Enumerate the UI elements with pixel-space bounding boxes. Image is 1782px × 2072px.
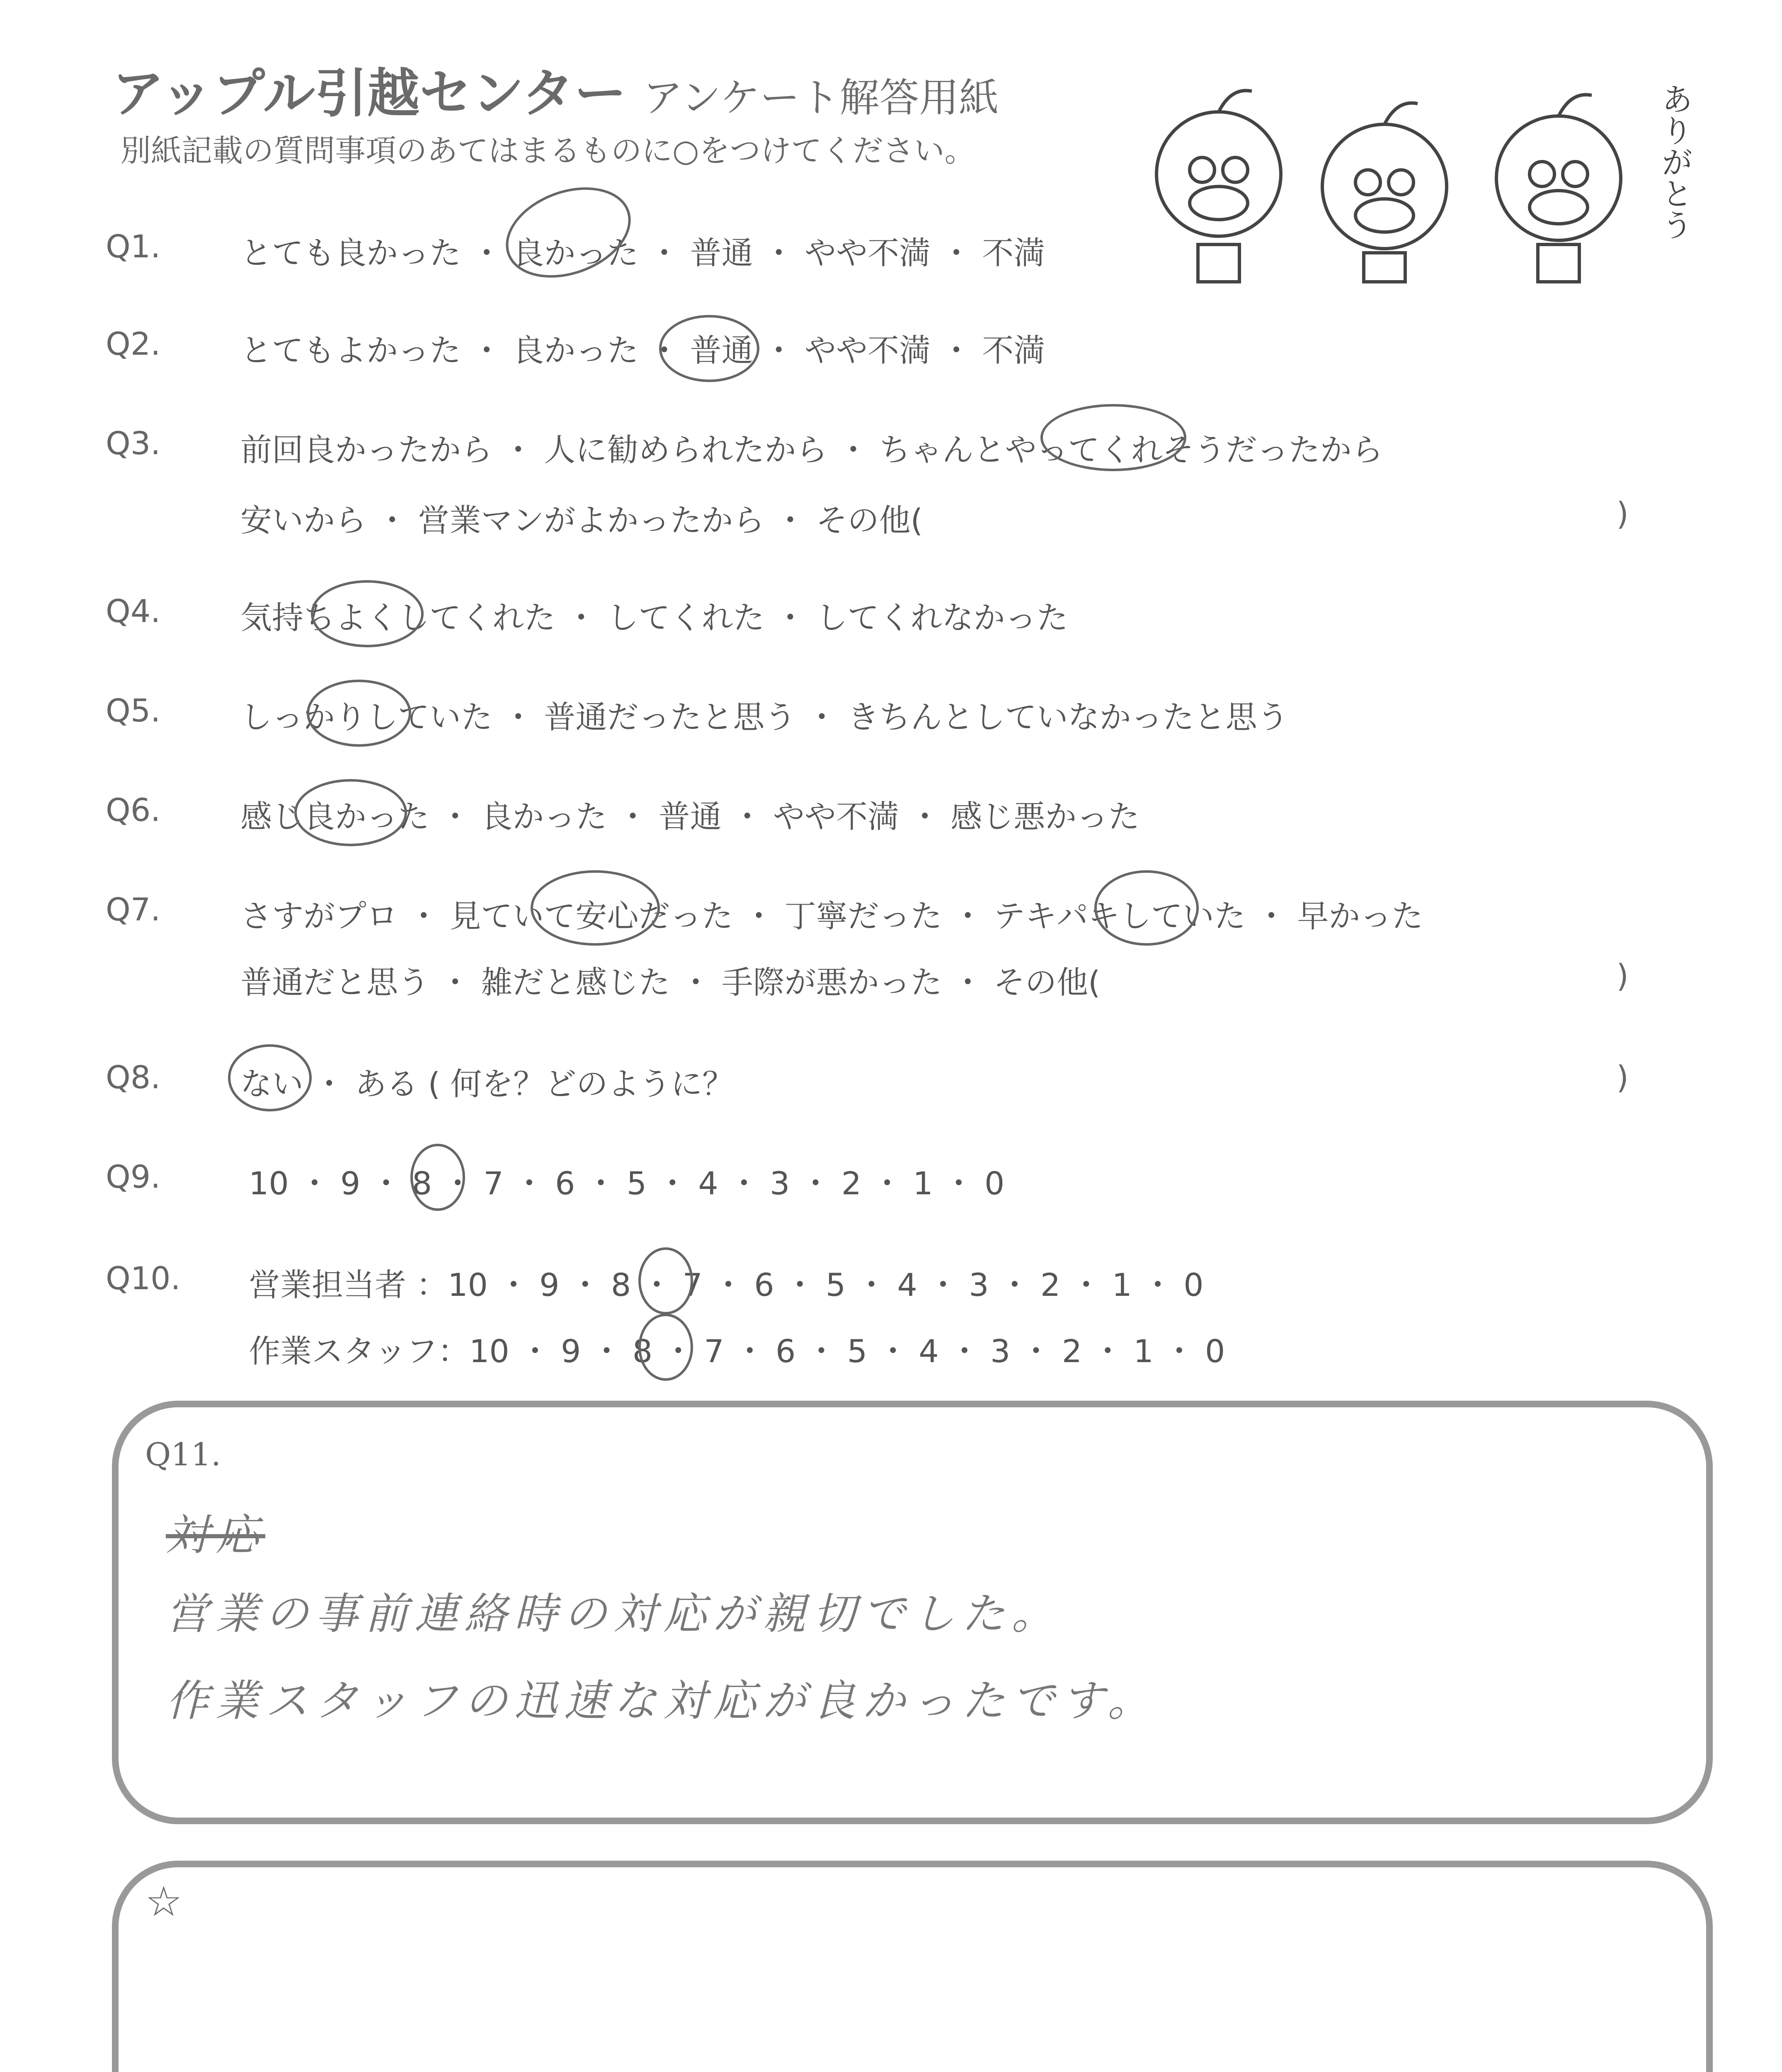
answer-circle-q4	[311, 580, 424, 647]
q11-comment-line-2: 作業スタッフの迅速な対応が良かったです。	[166, 1675, 1157, 1726]
instruction: 別紙記載の質問事項のあてはまるものに○をつけてください。	[120, 133, 975, 169]
q7-label: Q7.	[106, 891, 161, 928]
q3-options-2[interactable]: 安いから ・ 営業マンがよかったから ・ その他(	[240, 502, 923, 539]
star-comment-box	[112, 1861, 1713, 2072]
q7-close-paren: )	[1616, 957, 1629, 994]
q8-close-paren: )	[1616, 1059, 1629, 1096]
q4-options[interactable]: 気持ちよくしてくれた ・ してくれた ・ してくれなかった	[240, 599, 1068, 636]
q6-label: Q6.	[106, 792, 161, 828]
q7-options[interactable]: さすがプロ ・ 見ていて安心だった ・ 丁寧だった ・ テキパキしていた ・ 早かった	[240, 898, 1423, 934]
answer-circle-q3	[1040, 404, 1186, 471]
q9-scale[interactable]: 10 ・ 9 ・ 8 ・ 7 ・ 6 ・ 5 ・ 4 ・ 3 ・ 2 ・ 1 ・ 0	[249, 1165, 1005, 1202]
q11-label: Q11.	[145, 1436, 221, 1473]
q2-label: Q2.	[106, 325, 161, 362]
q8-options[interactable]: ない ・ ある ( 何を？どのように？	[240, 1065, 734, 1102]
q5-label: Q5.	[106, 692, 161, 729]
thanks-text: ありがとう	[1656, 83, 1693, 240]
q11-comment-line-1: 営業の事前連絡時の対応が親切でした。	[166, 1588, 1062, 1639]
q11-struck-text: 対応	[166, 1510, 266, 1560]
answer-circle-q10a	[638, 1247, 693, 1314]
q7-options-2[interactable]: 普通だと思う ・ 雑だと感じた ・ 手際が悪かった ・ その他(	[240, 964, 1101, 1001]
q10-staff-scale[interactable]: 作業スタッフ：10 ・ 9 ・ 8 ・ 7 ・ 6 ・ 5 ・ 4 ・ 3 ・ 2 ・ 1 ・ 0	[249, 1333, 1225, 1370]
q3-options[interactable]: 前回良かったから ・ 人に勧められたから ・ ちゃんとやってくれそうだったから	[240, 431, 1383, 468]
answer-circle-q5	[307, 680, 411, 747]
q9-label: Q9.	[106, 1158, 161, 1195]
q10-sales-scale[interactable]: 営業担当者 ：10 ・ 9 ・ 8 ・ 7 ・ 6 ・ 5 ・ 4 ・ 3 ・ 2 ・ 1 ・ 0	[249, 1266, 1204, 1303]
q5-options[interactable]: しっかりしていた ・ 普通だったと思う ・ きちんとしていなかったと思う	[240, 699, 1289, 736]
form-subtitle: アンケート解答用紙	[643, 75, 999, 121]
answer-circle-q1	[493, 171, 643, 294]
q8-label: Q8.	[106, 1059, 161, 1096]
answer-circle-q7a	[531, 870, 660, 946]
q1-label: Q1.	[106, 228, 161, 265]
q3-close-paren: )	[1616, 495, 1629, 532]
answer-circle-q2	[659, 315, 759, 382]
form-title: アップル引越センター アンケート解答用紙	[112, 63, 999, 124]
q10-label: Q10.	[106, 1260, 181, 1297]
monkey-mascots-illustration	[1144, 70, 1691, 286]
q6-options[interactable]: 感じ良かった ・ 良かった ・ 普通 ・ やや不満 ・ 感じ悪かった	[240, 798, 1140, 835]
q4-label: Q4.	[106, 593, 161, 629]
answer-circle-q7b	[1094, 870, 1199, 946]
answer-circle-q6	[294, 779, 407, 846]
answer-circle-q10b	[638, 1314, 693, 1381]
q2-options[interactable]: とてもよかった ・ 良かった ・ 普通 ・ やや不満 ・ 不満	[240, 332, 1045, 369]
q1-options[interactable]: とても良かった ・ 良かった ・ 普通 ・ やや不満 ・ 不満	[240, 235, 1045, 271]
answer-circle-q9	[410, 1144, 465, 1211]
q3-label: Q3.	[106, 425, 161, 462]
star-icon: ☆	[145, 1877, 182, 1926]
answer-circle-q8	[228, 1044, 312, 1111]
